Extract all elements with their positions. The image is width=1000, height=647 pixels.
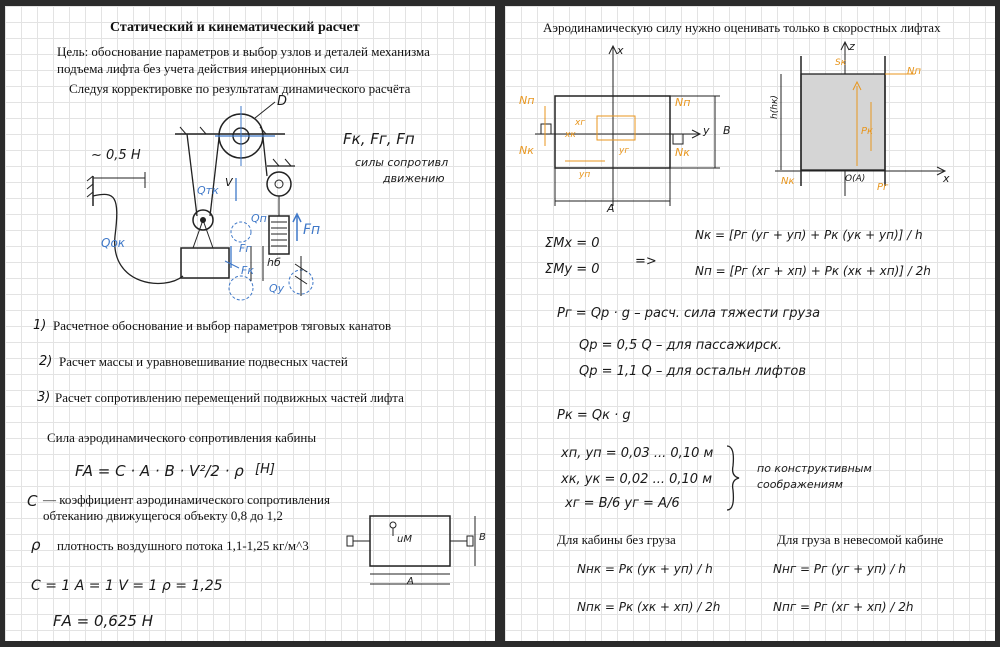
forces-note-2: движению bbox=[383, 172, 445, 185]
nk-formula: Nк = [Pг (yг + yп) + Pк (yк + yп)] / h bbox=[695, 228, 923, 242]
qp-passenger: Qp = 0,5 Q – для пассажирск. bbox=[579, 338, 782, 353]
side-nn-label: Nп bbox=[907, 66, 922, 77]
qtk-label: Qтк bbox=[197, 184, 219, 197]
side-pg-label: Pг bbox=[877, 182, 889, 193]
fp-label: Fп bbox=[303, 222, 321, 238]
rho-desc: плотность воздушного потока 1,1-1,25 кг/м^3 bbox=[57, 538, 309, 553]
cabin-label-u: uM bbox=[397, 534, 412, 545]
fk-label: Fк bbox=[241, 264, 254, 277]
item-1-number: 1) bbox=[33, 318, 47, 333]
c-desc-1: — коэффициент аэродинамического сопротивления bbox=[43, 492, 330, 507]
eq-sum-my: ΣMy = 0 bbox=[545, 262, 600, 277]
goal-line-2: подъема лифта без учета действия инерционных сил bbox=[57, 61, 349, 76]
pg-formula: Pг = Qp · g – расч. сила тяжести груза bbox=[557, 306, 821, 321]
rho-symbol: ρ bbox=[31, 536, 41, 554]
plan-x-axis: x bbox=[617, 44, 624, 57]
forces-label: Fк, Fг, Fп bbox=[343, 130, 415, 148]
left-title: Статический и кинематический расчет bbox=[110, 20, 360, 35]
range-note-1: по конструктивным bbox=[757, 462, 872, 475]
pk-formula: Pк = Qк · g bbox=[557, 408, 631, 423]
qp-other: Qp = 1,1 Q – для остальн лифтов bbox=[579, 364, 806, 379]
right-header: Аэродинамическую силу нужно оценивать только в скоростных лифтах bbox=[543, 20, 941, 35]
side-z-axis: z bbox=[849, 40, 855, 53]
approx-height-label: ~ 0,5 Н bbox=[91, 148, 141, 163]
npk-formula: Nпк = Pк (xк + xп) / 2h bbox=[577, 600, 721, 614]
range-xp-yp: xп, yп = 0,03 ... 0,10 м bbox=[561, 446, 714, 461]
plan-y-axis: y bbox=[703, 124, 710, 137]
plan-nk-right: Nк bbox=[675, 146, 690, 159]
hb-label: hб bbox=[267, 256, 281, 269]
plan-yg-label: yг bbox=[619, 146, 630, 156]
plan-a-label: A bbox=[607, 202, 615, 215]
c-desc-2: обтеканию движущегося объекту 0,8 до 1,2 bbox=[43, 508, 283, 523]
np-formula: Nп = [Pг (xг + xп) + Pк (xк + xп)] / 2h bbox=[695, 264, 931, 278]
result-value: FА = 0,625 Н bbox=[53, 612, 153, 630]
left-page bbox=[5, 6, 495, 641]
qu-label: Qу bbox=[269, 282, 285, 295]
nnk-formula: Nнк = Pк (yк + yп) / h bbox=[577, 562, 713, 576]
side-x-axis: x bbox=[943, 172, 950, 185]
fg-label: Fг bbox=[239, 242, 252, 255]
right-page bbox=[505, 6, 995, 641]
item-3-number: 3) bbox=[37, 390, 51, 405]
plan-yp-label: yп bbox=[579, 170, 591, 180]
side-pk-label: Pк bbox=[861, 126, 874, 137]
item-2-text: Расчет массы и уравновешивание подвесных частей bbox=[59, 354, 348, 369]
plan-xr-label: xг bbox=[575, 118, 586, 128]
item-3-text: Расчет сопротивлению перемещений подвижных частей лифта bbox=[55, 390, 404, 405]
plan-b-label: B bbox=[723, 124, 731, 137]
side-sk-label: Sк bbox=[835, 58, 847, 68]
plan-xk-label: xк bbox=[565, 130, 576, 140]
case-load-title: Для груза в невесомой кабине bbox=[777, 532, 944, 547]
given-values: C = 1 A = 1 V = 1 ρ = 1,25 bbox=[31, 578, 223, 594]
aero-title: Сила аэродинамического сопротивления кабины bbox=[47, 430, 317, 445]
aero-unit: [Н] bbox=[255, 462, 275, 477]
forces-note-1: силы сопротивл bbox=[355, 156, 449, 169]
range-xg-yg: xг = B/6 yг = A/6 bbox=[565, 496, 680, 511]
nng-formula: Nнг = Pг (yг + yп) / h bbox=[773, 562, 906, 576]
eq-sum-mx: ΣMx = 0 bbox=[545, 236, 600, 251]
cabin-label-b: B bbox=[479, 532, 486, 543]
item-1-text: Расчетное обоснование и выбор параметров тяговых канатов bbox=[53, 318, 392, 333]
case-empty-cabin-title: Для кабины без груза bbox=[557, 532, 676, 547]
c-symbol: C bbox=[27, 492, 38, 510]
plan-nn-right: Nп bbox=[675, 96, 691, 109]
cabin-label-a: A bbox=[407, 576, 414, 587]
plan-nk-left: Nк bbox=[519, 144, 534, 157]
v-label: V bbox=[225, 176, 233, 189]
range-note-2: соображениям bbox=[757, 478, 843, 491]
npg-formula: Nпг = Pг (xг + xп) / 2h bbox=[773, 600, 914, 614]
plan-nn-left: Nп bbox=[519, 94, 535, 107]
qp-label: Qп bbox=[251, 212, 267, 225]
eq-arrow: => bbox=[635, 254, 657, 269]
side-h-label: h(hк) bbox=[769, 95, 780, 119]
cabin-aero-sketch bbox=[5, 6, 495, 641]
aero-formula: FA = C · A · B · V²/2 · ρ bbox=[75, 462, 244, 480]
goal-line-3: Следуя корректировке по результатам динамического расчёта bbox=[69, 81, 411, 96]
item-2-number: 2) bbox=[39, 354, 53, 369]
qok-label: Qок bbox=[101, 236, 126, 250]
range-xk-yk: xк, yк = 0,02 ... 0,10 м bbox=[561, 472, 713, 487]
side-origin-label: O(A) bbox=[845, 174, 866, 184]
side-nk-label: Nк bbox=[781, 176, 795, 187]
goal-line-1: Цель: обоснование параметров и выбор узлов и деталей механизма bbox=[57, 44, 430, 59]
pulley-d-label: D bbox=[277, 94, 288, 109]
